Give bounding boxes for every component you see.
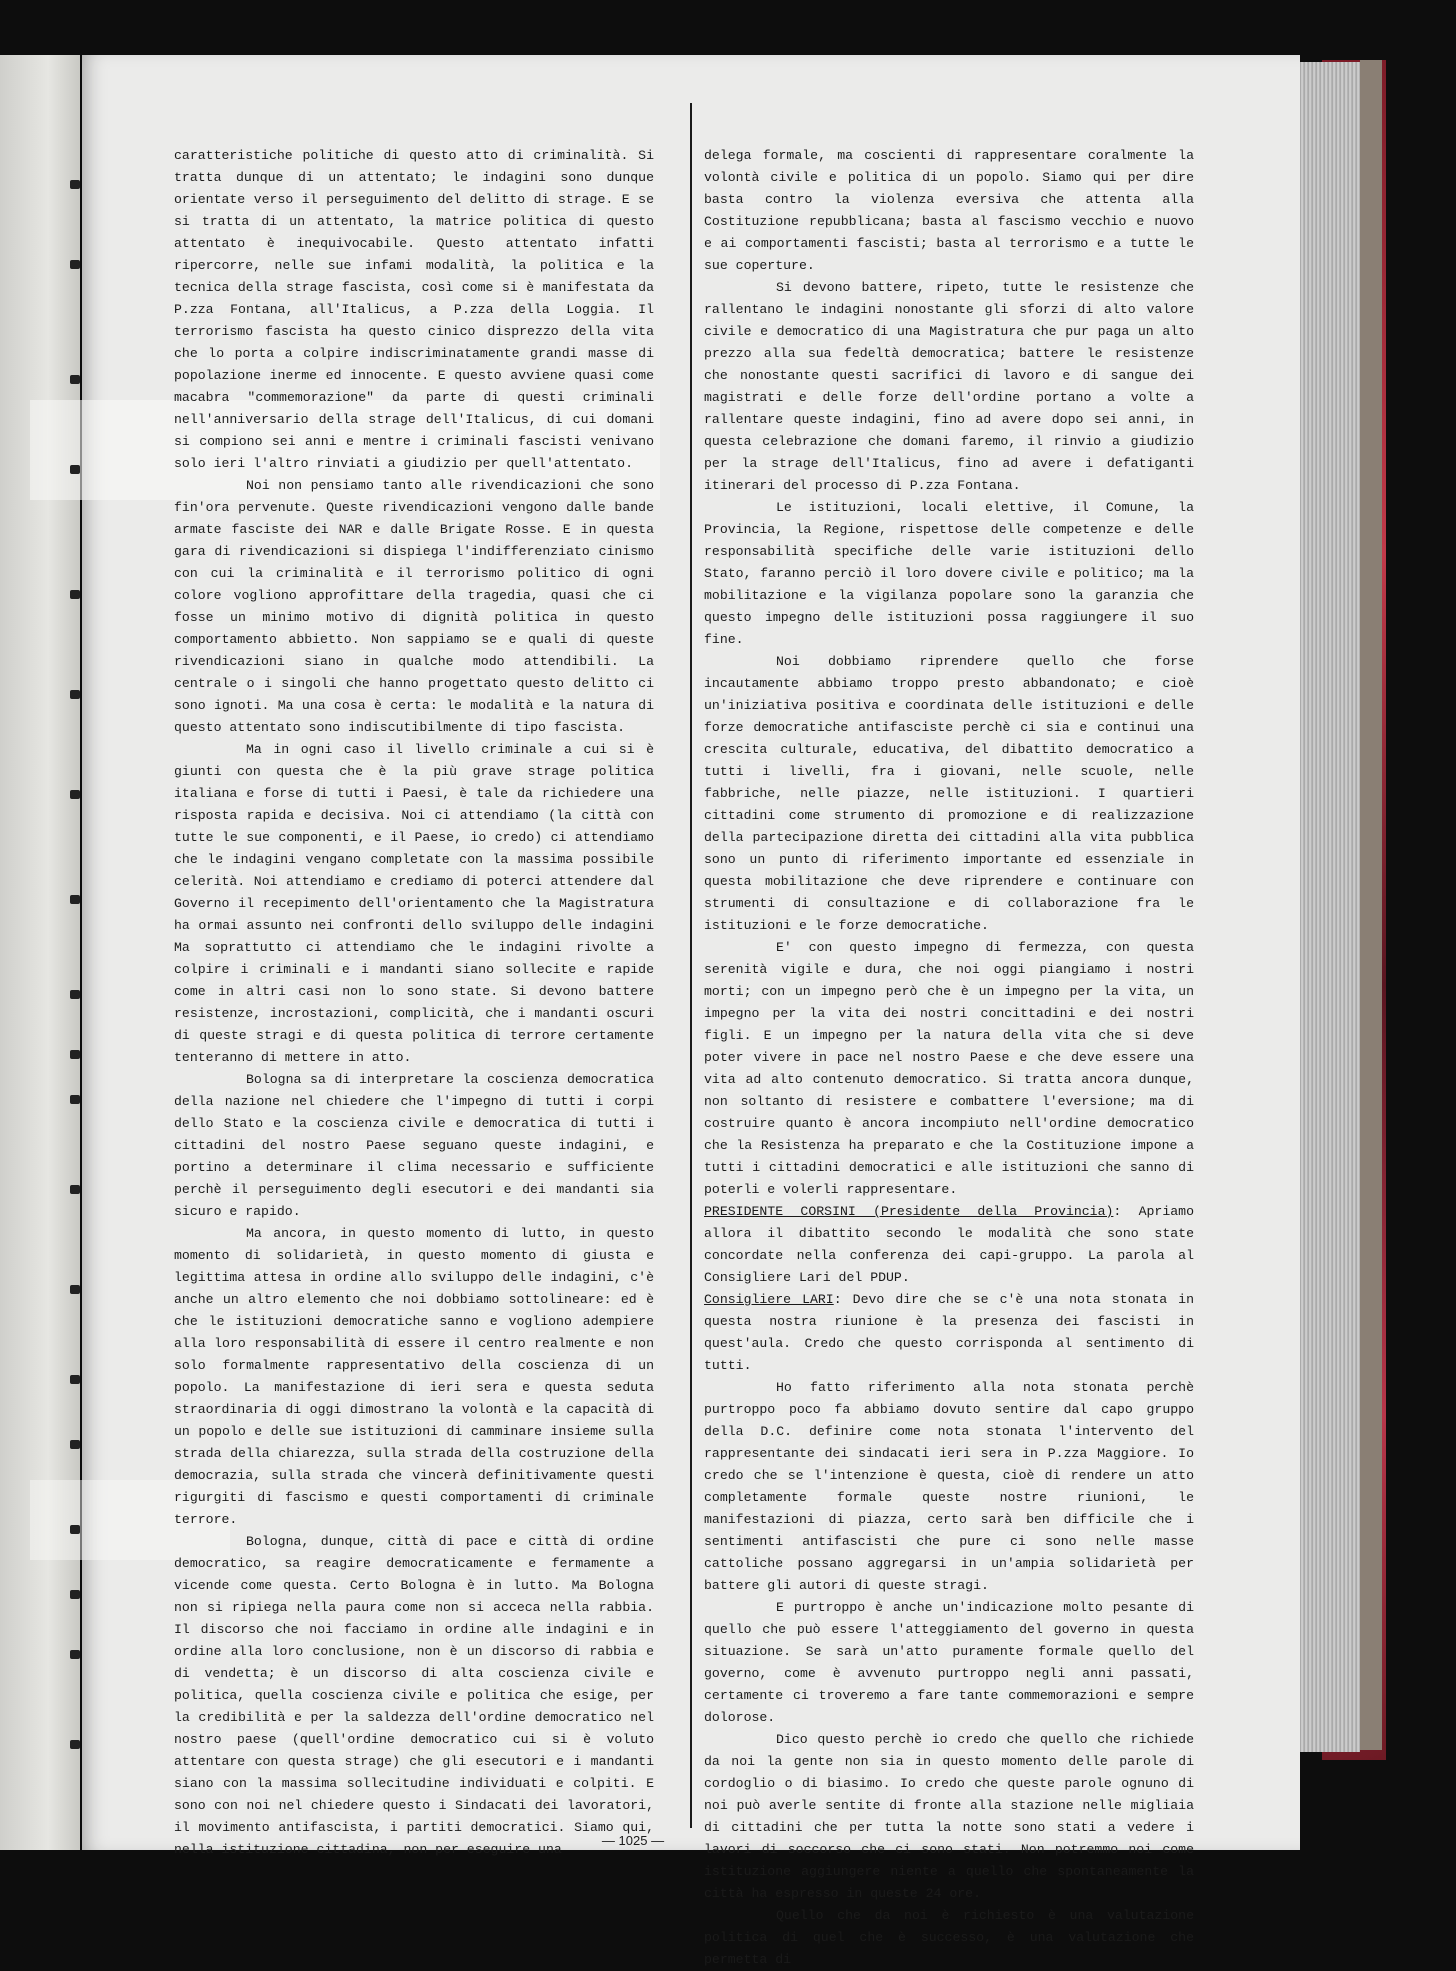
paragraph — [704, 145, 1194, 277]
column-divider — [690, 103, 692, 1828]
speaker-name: Consigliere LARI — [704, 1292, 834, 1307]
page-stack-edges — [1300, 62, 1360, 1752]
paragraph — [174, 475, 654, 739]
binding-staple-mark — [70, 1050, 80, 1059]
binding-staple-mark — [70, 1285, 80, 1294]
binding-staple-mark — [70, 1525, 80, 1534]
binding-staple-mark — [70, 375, 80, 384]
binding-staple-mark — [70, 590, 80, 599]
paragraph-text: : Devo dire che se c'è una nota stonata in questa nostra riunione è la presenza dei fascisti in quest'aula. Credo che questo corrisponda al sentimento di tutti. — [704, 1292, 1194, 1373]
binding-staple-mark — [70, 1375, 80, 1384]
paragraph-text: E' con questo impegno di fermezza, con questa serenità vigile e dura, che noi oggi piangiamo i nostri morti; con un impegno però che è un impegno per la vita, un impegno per la vita dei nostri concittadini e dei nostri figli. E un impegno per la natura della vita che si deve poter vivere in pace nel nostro Paese e che deve essere una vita ad alto contenuto democratico. Si tratta ancora dunque, non soltanto di resistere e combattere l'eversione; ma di costruire quanto è ancora incompiuto nell'ordine democratico che la Resistenza ha preparato e che la Costituzione impone a tutti i cittadini democratici e alle istituzioni che sanno di poterli e volerli rappresentare. — [704, 940, 1194, 1197]
right-text-column — [704, 145, 1194, 1971]
binding-staple-mark — [70, 895, 80, 904]
binding-staple-mark — [70, 180, 80, 189]
paragraph-text: Noi dobbiamo riprendere quello che forse incautamente abbiamo troppo presto abbandonato; e cioè un'iniziativa positiva e coordinata delle istituzioni e delle forze democratiche antifasciste perchè ci sia e continui una crescita culturale, educativa, del dibattito democratico a tutti i livelli, fra i giovani, nelle scuole, nelle fabbriche, nelle piazze, nelle istituzioni. I quartieri cittadini come strumento di promozione e di realizzazione della partecipazione diretta dei cittadini alla vita pubblica sono un punto di riferimento importante ed essenziale in questa mobilitazione che deve riprendere e continuare con strumenti di consultazione e di collaborazione fra le istituzioni e le forze democratiche. — [704, 654, 1194, 933]
paragraph-text: Ma ancora, in questo momento di lutto, in questo momento di solidarietà, in questo momento di giusta e legittima attesa in ordine allo sviluppo delle indagini, c'è anche un altro elemento che noi dobbiamo sottolineare: ed è che le istituzioni democratiche sanno e vogliono adempiere alla loro responsabilità di essere il centro realmente e non solo formalmente rappresentativo della coscienza di un popolo. La manifestazione di ieri sera e questa seduta straordinaria di oggi dimostrano la volontà e la capacità di un popolo e delle sue istituzioni di camminare insieme sulla strada della chiarezza, sulla strada della costruzione della democrazia, sulla strada che vincerà definitivamente questi rigurgiti di fascismo e questi comportamenti di criminale terrore. — [174, 1226, 654, 1527]
paragraph-text: Le istituzioni, locali elettive, il Comune, la Provincia, la Regione, rispettose delle competenze e delle responsabilità specifiche delle varie istituzioni dello Stato, faranno perciò il loro dovere civile e politico; ma la mobilitazione e la vigilanza popolare sono la garanzia che questo impegno delle istituzioni possa raggiungere il suo fine. — [704, 500, 1194, 647]
binding-staple-mark — [70, 1185, 80, 1194]
paragraph — [704, 1201, 1194, 1289]
facing-page-edge — [0, 55, 80, 1850]
binding-staple-mark — [70, 260, 80, 269]
paragraph-text: Ho fatto riferimento alla nota stonata perchè purtroppo poco fa abbiamo dovuto sentire dal capo gruppo della D.C. definire come nota stonata l'intervento del rappresentante dei sindacati ieri sera in P.zza Maggiore. Io credo che se l'intenzione è questa, cioè di rendere un atto completamente formale queste nostre riunioni, le manifestazioni di piazza, certo sarà ben difficile che i sentimenti antifascisti che pure ci sono nelle masse cattoliche possano aggregarsi in un'ampia solidarietà per battere gli autori di queste stragi. — [704, 1380, 1194, 1593]
paragraph — [174, 145, 654, 475]
paragraph-text: Ma in ogni caso il livello criminale a cui si è giunti con questa che è la più grave strage politica italiana e forse di tutti i Paesi, è tale da richiedere una risposta rapida e decisiva. Noi ci attendiamo (la città con tutte le sue componenti, e il Paese, io credo) ci attendiamo che le indagini vengano completate con la massima possibile celerità. Noi attendiamo e crediamo di poterci attendere dal Governo il recepimento dell'orientamento che la Magistratura ha ormai assunto nei confronti dello sviluppo delle indagini Ma soprattutto ci attendiamo che le indagini rivolte a colpire i criminali e i mandanti siano sollecite e rapide come in altri casi non lo sono state. Si devono battere resistenze, incrostazioni, complicità, che i mandanti oscuri di queste stragi e di questa politica di terrore certamente tenteranno di mettere in atto. — [174, 742, 654, 1065]
binding-staple-mark — [70, 1740, 80, 1749]
paragraph-text: delega formale, ma coscienti di rappresentare coralmente la volontà civile e politica di un popolo. Siamo qui per dire basta contro la violenza eversiva che attenta alla Costituzione repubblicana; basta al fascismo vecchio e nuovo e ai comportamenti fascisti; basta al terrorismo e a tutte le sue coperture. — [704, 148, 1194, 273]
paragraph-text: Bologna, dunque, città di pace e città di ordine democratico, sa reagire democraticamente e fermamente a vicende come questa. Certo Bologna è in lutto. Ma Bologna non si ripiega nella paura come non si acceca nella rabbia. Il discorso che noi facciamo in ordine alle indagini e in ordine alla loro conclusione, non è un discorso di rabbia e di vendetta; è un discorso di alta coscienza civile e politica, quella coscienza civile e politica che esige, per la credibilità e per la saldezza dell'ordine democratico nel nostro paese (quell'ordine democratico cui si è voluto attentare con questa strage) che gli esecutori e i mandanti siano con la massima sollecitudine individuati e colpiti. E sono con noi nel chiedere questo i Sindacati dei lavoratori, il movimento antifascista, i partiti democratici. Siamo qui, nella istituzione cittadina, non per eseguire una — [174, 1534, 654, 1857]
binding-staple-mark — [70, 1650, 80, 1659]
paragraph-text: Quello che da noi è richiesto è una valutazione politica di quel che è successo, è una valutazione che permetta di — [704, 1908, 1194, 1967]
paragraph-text: caratteristiche politiche di questo atto di criminalità. Si tratta dunque di un attentato; le indagini sono dunque orientate verso il perseguimento del delitto di strage. E se si tratta di un attentato, la matrice politica di questo attentato è inequivocabile. Questo attentato infatti ripercorre, nelle sue infami modalità, la politica e la tecnica della strage fascista, così come si è manifestata da P.zza Fontana, all'Italicus, a P.zza della Loggia. Il terrorismo fascista ha questo cinico disprezzo della vita che lo porta a colpire indiscriminatamente grandi masse di popolazione inerme ed innocente. E questo avviene quasi come macabra "commemorazione" da parte di questi criminali nell'anniversario della strage dell'Italicus, di cui domani si compiono sei anni e mentre i criminali fascisti venivano solo ieri l'altro rinviati a giudizio per quell'attentato. — [174, 148, 654, 471]
paragraph-text: Si devono battere, ripeto, tutte le resistenze che rallentano le indagini nonostante gli sforzi di alto valore civile e democratico di una Magistratura che pur paga un alto prezzo alla sua fedeltà democratica; battere le resistenze che nonostante questi sacrifici di lavoro e di sangue dei magistrati e delle forze dell'ordine portano a volte a rallentare queste indagini, fino ad avere dopo sei anni, in questa celebrazione che domani faremo, il rinvio a giudizio per la strage dell'Italicus, fino ad avere i defatiganti itinerari del processo di P.zza Fontana. — [704, 280, 1194, 493]
paragraph-text: Noi non pensiamo tanto alle rivendicazioni che sono fin'ora pervenute. Queste rivendicazioni vengono dalle bande armate fasciste dei NAR e dalle Brigate Rosse. E in questa gara di rivendicazioni si dispiega l'indifferenziato cinismo con cui la criminalità e il terrorismo politico di ogni colore vogliono approfittare della tragedia, quasi che ci fosse un minimo motivo di dignità politica in questo comportamento abbietto. Non sappiamo se e quali di queste rivendicazioni siano in qualche modo attendibili. La centrale o i singoli che hanno progettato questo delitto ci sono ignoti. Ma una cosa è certa: le modalità e la natura di questo attentato sono indiscutibilmente di tipo fascista. — [174, 478, 654, 735]
paragraph — [174, 739, 654, 1069]
paragraph — [704, 937, 1194, 1201]
paragraph — [174, 1531, 654, 1861]
paragraph-text: : Apriamo allora il dibattito secondo le modalità che sono state concordate nella conferenza dei capi-gruppo. La parola al Consigliere Lari del PDUP. — [704, 1204, 1194, 1285]
paragraph — [704, 1597, 1194, 1729]
binding-staple-mark — [70, 990, 80, 999]
paragraph — [704, 497, 1194, 651]
binding-staple-mark — [70, 1590, 80, 1599]
paragraph-text: Dico questo perchè io credo che quello che richiede da noi la gente non sia in questo momento delle parole di cordoglio o di biasimo. Io credo che queste parole ognuno di noi può averle sentite di fronte alla stazione nelle migliaia di cittadini che per tutta la notte sono stati a vedere i lavori di soccorso che ci sono stati. Non potremmo noi come istituzione aggiungere niente a quello che spontaneamente la città ha espresso in queste 24 ore. — [704, 1732, 1194, 1901]
paragraph — [704, 1729, 1194, 1905]
paragraph — [704, 277, 1194, 497]
book-cover-edge — [1360, 60, 1382, 1750]
speaker-name: PRESIDENTE CORSINI (Presidente della Provincia) — [704, 1204, 1114, 1219]
paragraph — [704, 1905, 1194, 1971]
paragraph — [704, 1289, 1194, 1377]
binding-staple-mark — [70, 1440, 80, 1449]
paragraph — [174, 1069, 654, 1223]
binding-staple-mark — [70, 465, 80, 474]
left-text-column — [174, 145, 654, 1861]
paragraph — [174, 1223, 654, 1531]
paragraph-text: E purtroppo è anche un'indicazione molto pesante di quello che può essere l'atteggiamento del governo in questa situazione. Se sarà un'atto puramente formale quello del governo, come è avvenuto purtroppo negli anni passati, certamente ci troveremo a fare tante commemorazioni e sempre dolorose. — [704, 1600, 1194, 1725]
paragraph-text: Bologna sa di interpretare la coscienza democratica della nazione nel chiedere che l'impegno di tutti i corpi dello Stato e la coscienza civile e democratica di tutti i cittadini del nostro Paese seguano queste indagini, e portino a determinare il clima necessario e sufficiente perchè il perseguimento degli esecutori e dei mandanti sia sicuro e rapido. — [174, 1072, 654, 1219]
paragraph — [704, 1377, 1194, 1597]
paragraph — [704, 651, 1194, 937]
binding-staple-mark — [70, 690, 80, 699]
binding-staple-mark — [70, 790, 80, 799]
binding-staple-mark — [70, 1095, 80, 1104]
page-number: — 1025 — — [601, 1833, 665, 1848]
